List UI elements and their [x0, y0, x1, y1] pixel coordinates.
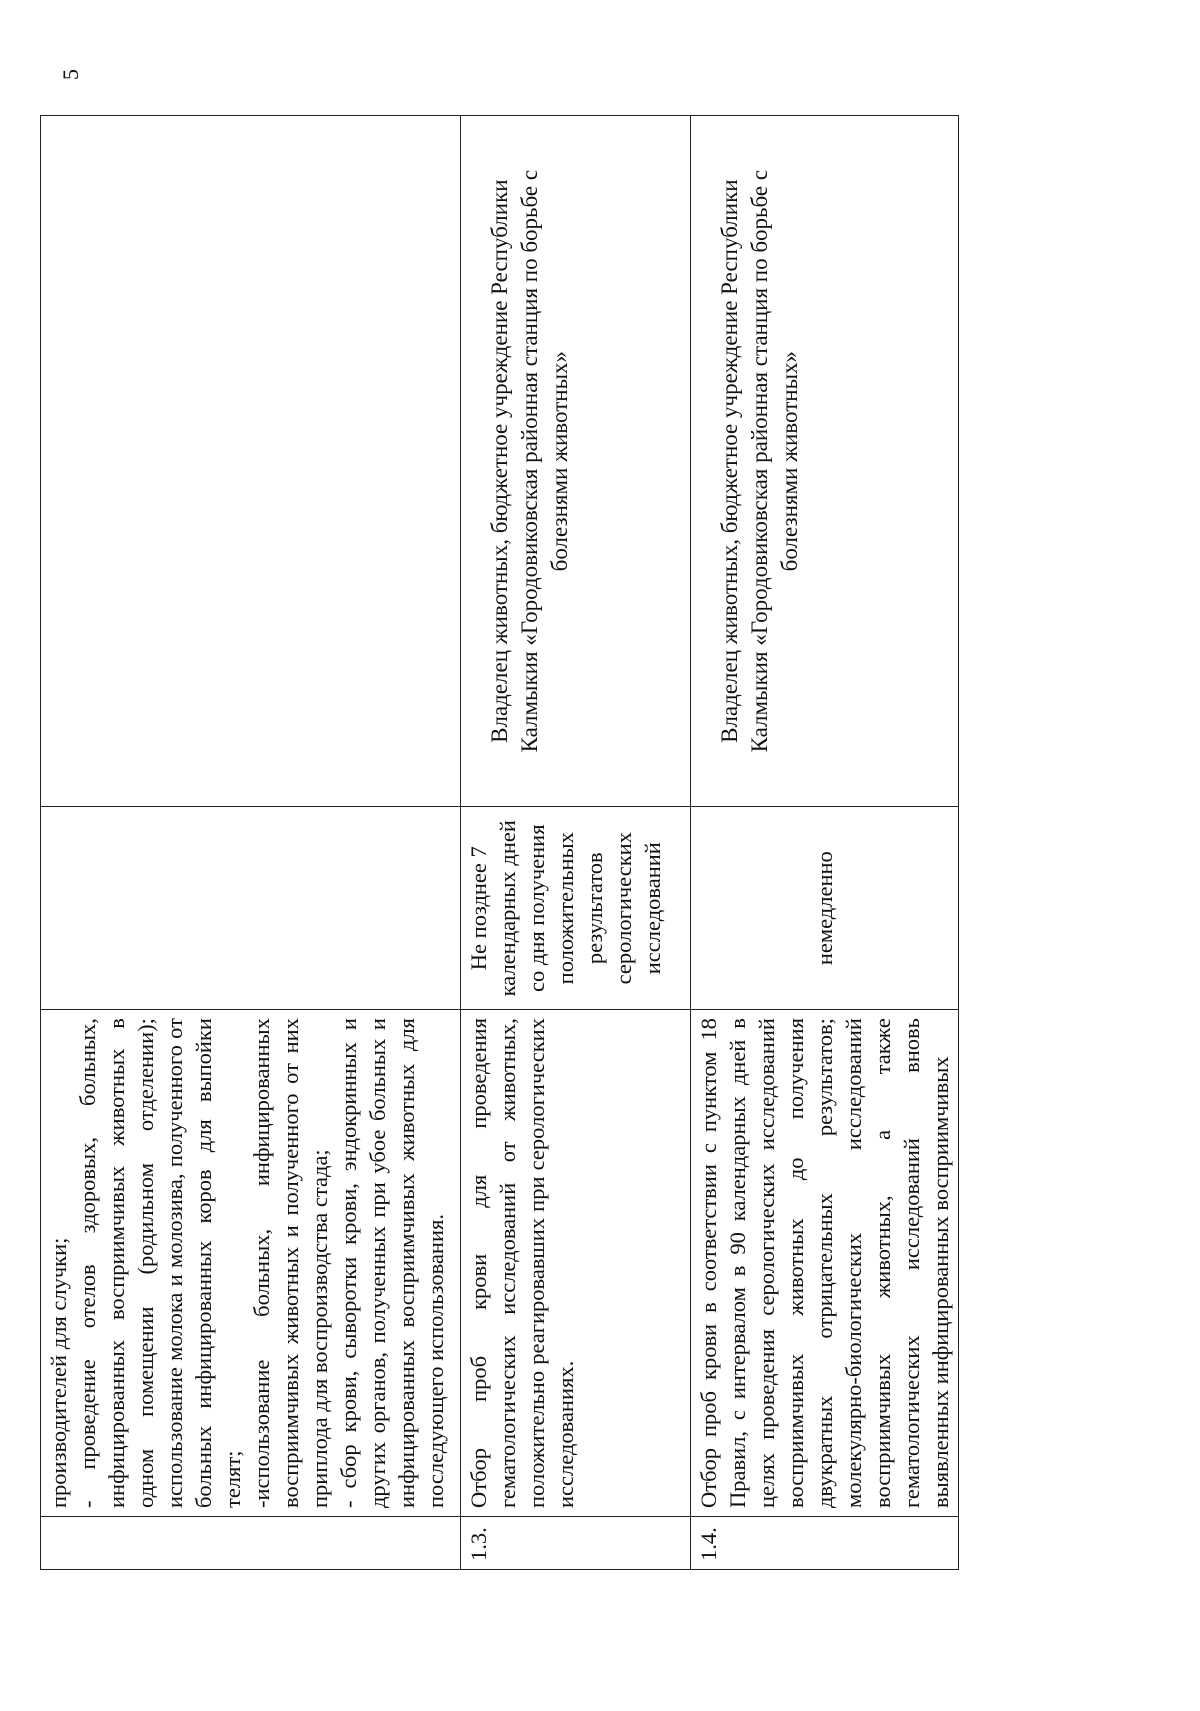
row-number: 1.4.: [691, 1517, 959, 1570]
action-text: производителей для случки; - проведение отелов здоровых, больных, инфицированных восприимчивых животных в одном помещении (родильном отделении); использование молока и молозива, полученного от больных инфицированных коров для выпойки телят; -использование больных, инфицированных восприимчивых животных и полученного от них приплода для воспроизводства стада; - сбор крови, сыворотки крови, эндокринных и других органов, полученных при убое больных и инфицированных восприимчивых животных для последующего использования.: [46, 1018, 448, 1509]
responsible-cell: [41, 116, 461, 807]
measures-table: [40, 115, 959, 1570]
page-number: 5: [58, 69, 83, 80]
term-cell: [461, 807, 691, 1010]
table-row: [461, 116, 691, 1570]
row-number: 1.3.: [461, 1517, 691, 1570]
action-cell: [461, 1010, 691, 1517]
action-text: Отбор проб крови в соответствии с пунктом 18 Правил, с интервалом в 90 календарных дней в целях проведения серологических исследований восприимчивых животных до получения двукратных отрицательных результатов; молекулярно-биологических исследований восприимчивых животных, а также гематологических исследований вновь выявленных инфицированных восприимчивых: [696, 1018, 953, 1509]
row-number: [41, 1517, 461, 1570]
action-cell: [41, 1010, 461, 1517]
action-cell: [691, 1010, 959, 1517]
responsible-cell: [461, 116, 691, 807]
term-text: Не позднее 7 календарных дней со дня получения положительных результатов серологических исследований: [466, 820, 665, 997]
term-cell: [691, 807, 959, 1010]
responsible-cell: [691, 116, 959, 807]
action-text: Отбор проб крови для проведения гематологических исследований от животных, положительно реагировавших при серологических исследованиях.: [466, 1018, 578, 1509]
table-row: [691, 116, 959, 1570]
responsible-text: Владелец животных, бюджетное учреждение Республики Калмыкия «Городовиковская районная станция по борьбе с болезнями животных»: [717, 169, 802, 753]
term-text: немедленно: [812, 851, 837, 966]
term-cell: [41, 807, 461, 1010]
responsible-text: [59, 124, 71, 798]
table-row: [41, 116, 461, 1570]
responsible-text: Владелец животных, бюджетное учреждение Республики Калмыкия «Городовиковская районная станция по борьбе с болезнями животных»: [487, 169, 572, 753]
